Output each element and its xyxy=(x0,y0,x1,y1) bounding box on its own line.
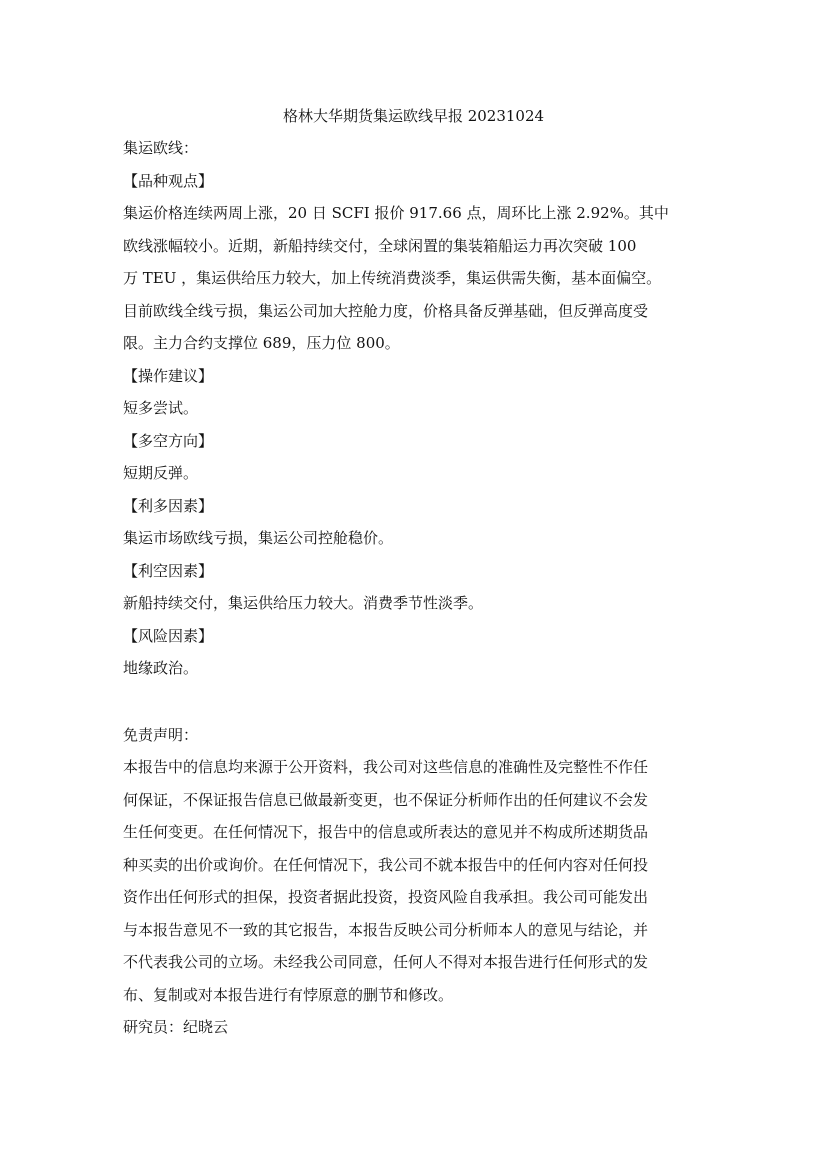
block-bullish xyxy=(123,490,708,555)
disclaimer-line: 资作出任何形式的担保，投资者据此投资，投资风险自我承担。我公司可能发出 xyxy=(123,888,649,906)
disclaimer-paragraph xyxy=(123,751,708,1011)
view-line: 欧线涨幅较小。近期，新船持续交付，全球闲置的集装箱船运力再次突破 100 xyxy=(123,236,637,255)
report-page xyxy=(123,100,708,1044)
author: 研究员：纪晓云 xyxy=(123,1018,229,1036)
disclaimer-line: 本报告中的信息均来源于公开资料，我公司对这些信息的准确性及完整性不作任 xyxy=(123,758,649,776)
heading-advice: 【操作建议】 xyxy=(123,366,214,385)
heading-view: 【品种观点】 xyxy=(123,171,214,190)
view-paragraph xyxy=(123,197,708,360)
heading-bearish: 【利空因素】 xyxy=(123,561,214,580)
block-direction xyxy=(123,425,708,490)
direction-text: 短期反弹。 xyxy=(123,464,199,482)
block-risk xyxy=(123,620,708,685)
view-line: 集运价格连续两周上涨，20 日 SCFI 报价 917.66 点，周环比上涨 2.92%。其中 xyxy=(123,204,669,222)
disclaimer-line: 与本报告意见不一致的其它报告，本报告反映公司分析师本人的意见与结论，并 xyxy=(123,920,649,939)
view-line: 限。主力合约支撑位 689，压力位 800。 xyxy=(123,334,400,352)
bearish-text: 新船持续交付，集运供给压力较大。消费季节性淡季。 xyxy=(123,594,484,612)
heading-risk: 【风险因素】 xyxy=(123,626,214,645)
advice-text: 短多尝试。 xyxy=(123,399,199,417)
section-heading: 集运欧线： xyxy=(123,139,199,157)
heading-direction: 【多空方向】 xyxy=(123,431,214,450)
disclaimer-line: 种买卖的出价或询价。在任何情况下，我公司不就本报告中的任何内容对任何投 xyxy=(123,855,649,874)
report-title: 格林大华期货集运欧线早报 20231024 xyxy=(282,107,545,125)
view-line: 万 TEU ，集运供给压力较大，加上传统消费淡季，集运供需失衡，基本面偏空。 xyxy=(123,269,662,287)
disclaimer-line: 布、复制或对本报告进行有悖原意的删节和修改。 xyxy=(123,985,454,1004)
block-bearish xyxy=(123,555,708,620)
view-line: 目前欧线全线亏损，集运公司加大控舱力度，价格具备反弹基础，但反弹高度受 xyxy=(123,301,649,320)
risk-text: 地缘政治。 xyxy=(123,659,199,677)
block-view xyxy=(123,165,708,360)
block-advice xyxy=(123,360,708,425)
heading-bullish: 【利多因素】 xyxy=(123,496,214,515)
disclaimer-heading: 免责声明： xyxy=(123,725,199,744)
disclaimer-line: 不代表我公司的立场。未经我公司同意，任何人不得对本报告进行任何形式的发 xyxy=(123,953,649,971)
disclaimer-line: 何保证，不保证报告信息已做最新变更，也不保证分析师作出的任何建议不会发 xyxy=(123,790,649,809)
spacer xyxy=(123,685,708,719)
disclaimer-line: 生任何变更。在任何情况下，报告中的信息或所表达的意见并不构成所述期货品 xyxy=(123,823,649,841)
disclaimer xyxy=(123,719,708,1044)
bullish-text: 集运市场欧线亏损，集运公司控舱稳价。 xyxy=(123,529,394,547)
